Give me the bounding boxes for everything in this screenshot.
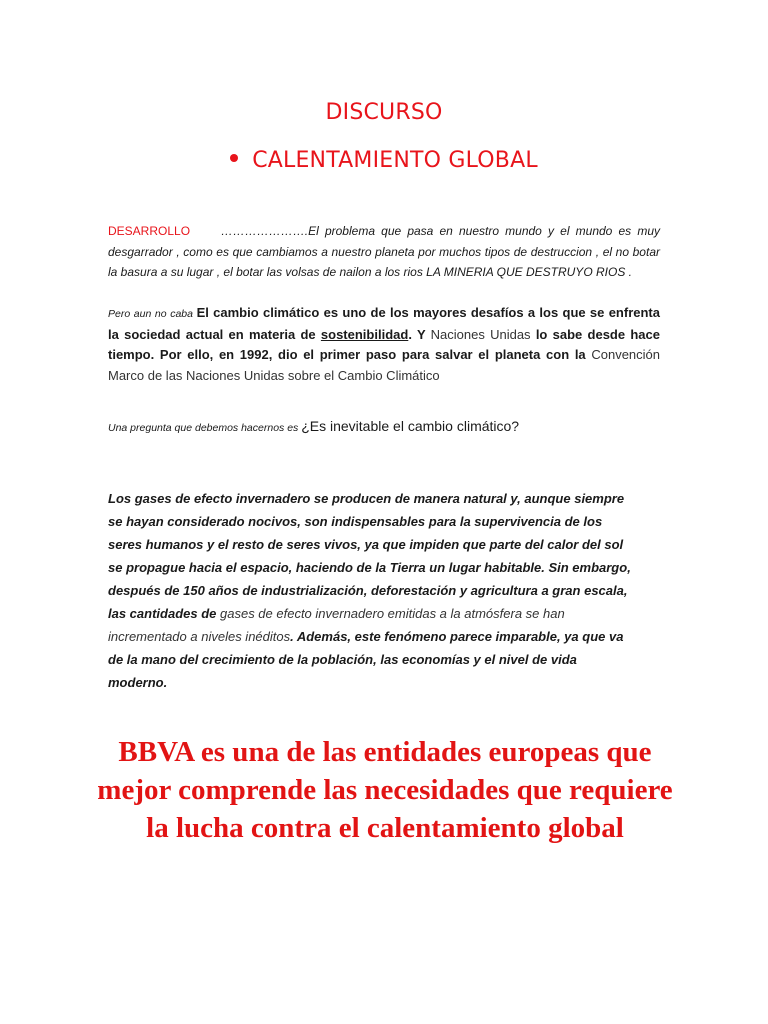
subtitle-text: CALENTAMIENTO GLOBAL [252,148,538,173]
paragraph-text: lo sabe desde hace tiempo. Por ello, en 1992, dio el primer paso para salvar el planeta con la [108,326,660,362]
paragraph-text: . Y [408,326,431,342]
sostenibilidad-link[interactable]: sostenibilidad [320,326,409,342]
page-title: DISCURSO [325,100,443,125]
paragraph-text: . Además, este fenómeno parece imparable, ya que va de la mano del crecimiento de la población, las economías y el nivel de vida moderno. [108,629,624,690]
convencion-link[interactable]: Convención Marco de las Naciones Unidas sobre el Cambio Climático [108,347,660,383]
leader-dots: …………………. [220,224,309,238]
closing-statement: BBVA es una de las entidades europeas que mejor comprende las necesidades que requiere la lucha contra el calentamiento global [97,736,673,844]
paragraph-text: El cambio climático es uno de los mayores desafíos a los que se enfrenta la sociedad actual en materia de [108,305,660,342]
paragraph-cambio-climatico [108,303,660,386]
paragraph-lead: Pero aun no caba [108,308,197,320]
paragraph-gases [108,487,638,694]
paragraph-text: Los gases de efecto invernadero se producen de manera natural y, aunque siempre se hayan considerado nocivos, son indispensables para la supervivencia de los seres humanos y el resto de seres vivos, ya que impiden que parte del calor del sol se propague hacia el espacio, haciendo de la Tierra un lugar habitable. Sin embargo, después de 150 años de industrialización, deforestación y agricultura a gran escala, las cantidades de [108,491,631,621]
paragraph-text: El problema que pasa en nuestro mundo y el mundo es muy desgarrador , como es que cambiamos a nuestro planeta por muchos tipos de destruccion , el no botar la basura a su lugar , el botar las volsas de nailon a los rios LA MINERIA QUE DESTRUYO RIOS . [108,224,660,279]
naciones-unidas-link[interactable]: Naciones Unidas [430,326,531,342]
paragraph-desarrollo [108,221,660,283]
page-subtitle [0,148,768,173]
question-text: ¿Es inevitable el cambio climático? [301,418,520,434]
paragraph-lead: Una pregunta que debemos hacernos es [108,422,302,434]
section-label: DESARROLLO [108,224,191,238]
bullet-icon [230,154,238,162]
gases-link[interactable]: gases de efecto invernadero emitidas a la atmósfera se han incrementado a niveles inéditos [108,606,565,644]
paragraph-pregunta [108,418,660,434]
